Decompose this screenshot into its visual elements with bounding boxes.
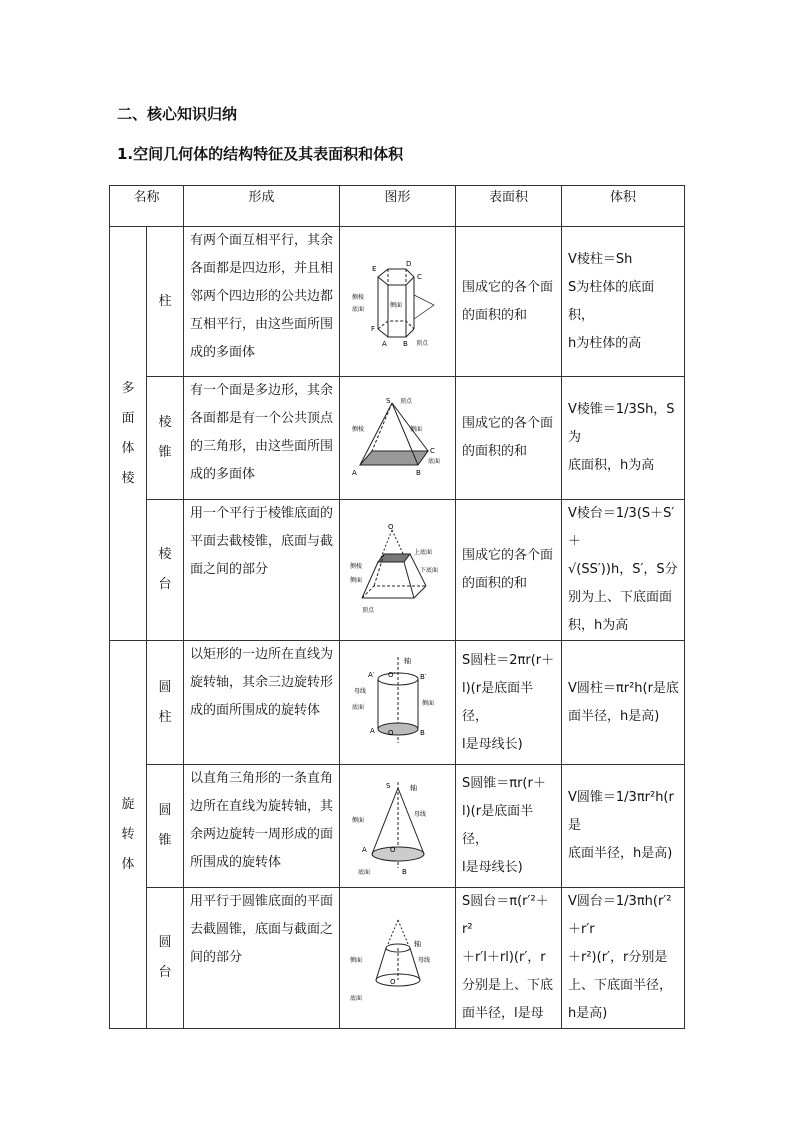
table-row [110, 500, 685, 641]
svg-text:A: A [361, 846, 367, 854]
svg-text:O: O [387, 523, 394, 531]
volume-line: V圆柱＝πr²h(r是底 [568, 680, 679, 696]
prism-figure [340, 227, 456, 377]
area-line: l是母线长) [462, 736, 523, 752]
svg-text:A: A [369, 726, 375, 735]
volume-text [562, 377, 685, 500]
svg-text:侧面: 侧面 [409, 426, 422, 433]
svg-text:C: C [416, 272, 422, 281]
svg-text:O: O [389, 846, 396, 854]
volume-line: V棱柱＝Sh [568, 251, 633, 267]
svg-text:侧棱: 侧棱 [351, 426, 364, 433]
volume-text [562, 500, 685, 641]
area-line: 分别是上、下底 [462, 978, 554, 993]
formation-text: 以直角三角形的一条直角边所在直线为旋转轴，其余两边旋转一周形成的面所围成的旋转体 [184, 765, 340, 888]
svg-text:侧面: 侧面 [389, 301, 402, 309]
area-line: S圆柱＝2πr(r＋ [462, 652, 555, 668]
volume-line: S为柱体的底面积， [568, 279, 655, 323]
area-line: S圆锥＝πr(r＋ [462, 776, 546, 791]
area-line: 面半径，l是母 [462, 1006, 544, 1021]
table-row [110, 227, 685, 377]
row-name-frustum-cone: 圆 台 [147, 888, 184, 1029]
row-name-cone: 圆 锥 [147, 765, 184, 888]
row-name-prism: 柱 [147, 227, 184, 377]
svg-text:F: F [370, 324, 375, 333]
svg-text:侧棱: 侧棱 [349, 563, 362, 570]
svg-text:B: B [419, 728, 425, 737]
volume-line: 底面积，h为高 [568, 458, 655, 473]
area-line: l是母线长) [462, 860, 523, 875]
svg-text:底面: 底面 [427, 458, 440, 465]
volume-line: 底面半径，h是高) [568, 846, 673, 861]
volume-line: 积，h为高 [568, 618, 629, 633]
table-row [110, 377, 685, 500]
svg-text:轴: 轴 [403, 656, 411, 665]
col-header-name: 名称 [110, 186, 184, 227]
svg-text:底面: 底面 [349, 995, 362, 1002]
svg-text:O: O [389, 978, 396, 986]
svg-text:C: C [429, 447, 435, 455]
svg-text:侧面: 侧面 [351, 817, 364, 824]
svg-text:底面: 底面 [351, 703, 364, 711]
group-label-polyhedron: 多 面 体 棱 [110, 227, 147, 641]
volume-line: 上、下底面半径， [568, 978, 673, 993]
volume-text [562, 227, 685, 377]
volume-line: √(SS′))h，S′，S分 [568, 562, 678, 577]
volume-line: 面半径，h是高) [568, 708, 660, 724]
volume-line: h为柱体的高 [568, 335, 642, 351]
subsection-heading: 1.空间几何体的结构特征及其表面积和体积 [117, 145, 404, 163]
row-name-frustum: 棱 台 [147, 500, 184, 641]
svg-text:上底面: 上底面 [413, 549, 432, 556]
volume-line: V棱台＝1/3(S＋S′＋ [568, 506, 675, 549]
svg-text:A: A [381, 339, 387, 347]
svg-text:下底面: 下底面 [419, 567, 438, 574]
group-label-solid-of-revolution: 旋 转 体 [110, 641, 147, 1029]
svg-text:A: A [351, 469, 357, 477]
frustum-cone-figure [340, 888, 456, 1029]
volume-line: ＋r²)(r′，r分别是 [568, 950, 668, 965]
formation-text: 用平行于圆锥底面的平面去截圆锥，底面与截面之间的部分 [184, 888, 340, 1029]
svg-text:O: O [387, 728, 394, 737]
table-row [110, 765, 685, 888]
area-line: ＋r′l＋rl)(r′，r [462, 950, 546, 965]
svg-text:底面: 底面 [351, 305, 364, 313]
svg-text:D: D [405, 259, 411, 268]
area-text: 围成它的各个面的面积的和 [456, 227, 562, 377]
cylinder-figure [340, 641, 456, 765]
cone-figure [340, 765, 456, 888]
svg-text:B: B [401, 868, 407, 876]
area-line: l)(r是底面半径， [462, 680, 534, 724]
svg-text:侧面: 侧面 [421, 699, 434, 707]
svg-text:B′: B′ [419, 672, 426, 681]
knowledge-table [109, 185, 685, 1029]
svg-text:顶点: 顶点 [399, 398, 412, 405]
col-header-figure: 图形 [340, 186, 456, 227]
svg-text:B: B [415, 469, 421, 477]
svg-text:轴: 轴 [413, 940, 421, 948]
svg-text:A′: A′ [367, 670, 374, 679]
volume-text [562, 888, 685, 1029]
area-text: 围成它的各个面的面积的和 [456, 377, 562, 500]
svg-text:S: S [385, 782, 390, 790]
formation-text: 有两个面互相平行，其余各面都是四边形，并且相邻两个四边形的公共边都互相平行，由这些面所围成的多面体 [184, 227, 340, 377]
svg-text:顶点: 顶点 [361, 607, 374, 614]
svg-text:轴: 轴 [409, 784, 417, 792]
svg-text:侧面: 侧面 [349, 577, 362, 584]
volume-line: V棱锥＝1/3Sh，S为 [568, 402, 675, 445]
table-header-row [110, 186, 685, 227]
svg-text:底面: 底面 [357, 869, 370, 876]
area-text [456, 765, 562, 888]
table-row [110, 641, 685, 765]
area-text [456, 641, 562, 765]
svg-text:顶点: 顶点 [415, 339, 428, 347]
svg-text:E: E [371, 264, 376, 273]
col-header-formation: 形成 [184, 186, 340, 227]
svg-text:侧棱: 侧棱 [351, 293, 364, 301]
table-row [110, 888, 685, 1029]
col-header-volume: 体积 [562, 186, 685, 227]
pyramid-figure [340, 377, 456, 500]
formation-text: 以矩形的一边所在直线为旋转轴，其余三边旋转形成的面所围成的旋转体 [184, 641, 340, 765]
volume-text [562, 765, 685, 888]
svg-text:母线: 母线 [417, 957, 430, 964]
area-line: S圆台＝π(r′²＋r² [462, 894, 549, 937]
svg-text:母线: 母线 [353, 687, 366, 695]
row-name-cylinder: 圆 柱 [147, 641, 184, 765]
area-text: 围成它的各个面的面积的和 [456, 500, 562, 641]
frustum-figure [340, 500, 456, 641]
svg-text:侧面: 侧面 [349, 957, 362, 964]
area-line: l)(r是底面半径， [462, 804, 534, 847]
svg-text:O′: O′ [387, 670, 395, 679]
svg-text:B: B [402, 339, 408, 347]
area-text [456, 888, 562, 1029]
volume-line: V圆锥＝1/3πr²h(r是 [568, 790, 674, 833]
volume-text [562, 641, 685, 765]
svg-text:S: S [385, 397, 390, 405]
formation-text: 用一个平行于棱锥底面的平面去截棱锥，底面与截面之间的部分 [184, 500, 340, 641]
row-name-pyramid: 棱 锥 [147, 377, 184, 500]
col-header-area: 表面积 [456, 186, 562, 227]
volume-line: V圆台＝1/3πh(r′²＋r′r [568, 894, 672, 937]
svg-text:母线: 母线 [413, 811, 426, 818]
formation-text: 有一个面是多边形，其余各面都是有一个公共顶点的三角形，由这些面所围成的多面体 [184, 377, 340, 500]
volume-line: h是高) [568, 1006, 608, 1021]
volume-line: 别为上、下底面面 [568, 590, 673, 605]
section-heading: 二、核心知识归纳 [117, 105, 238, 123]
